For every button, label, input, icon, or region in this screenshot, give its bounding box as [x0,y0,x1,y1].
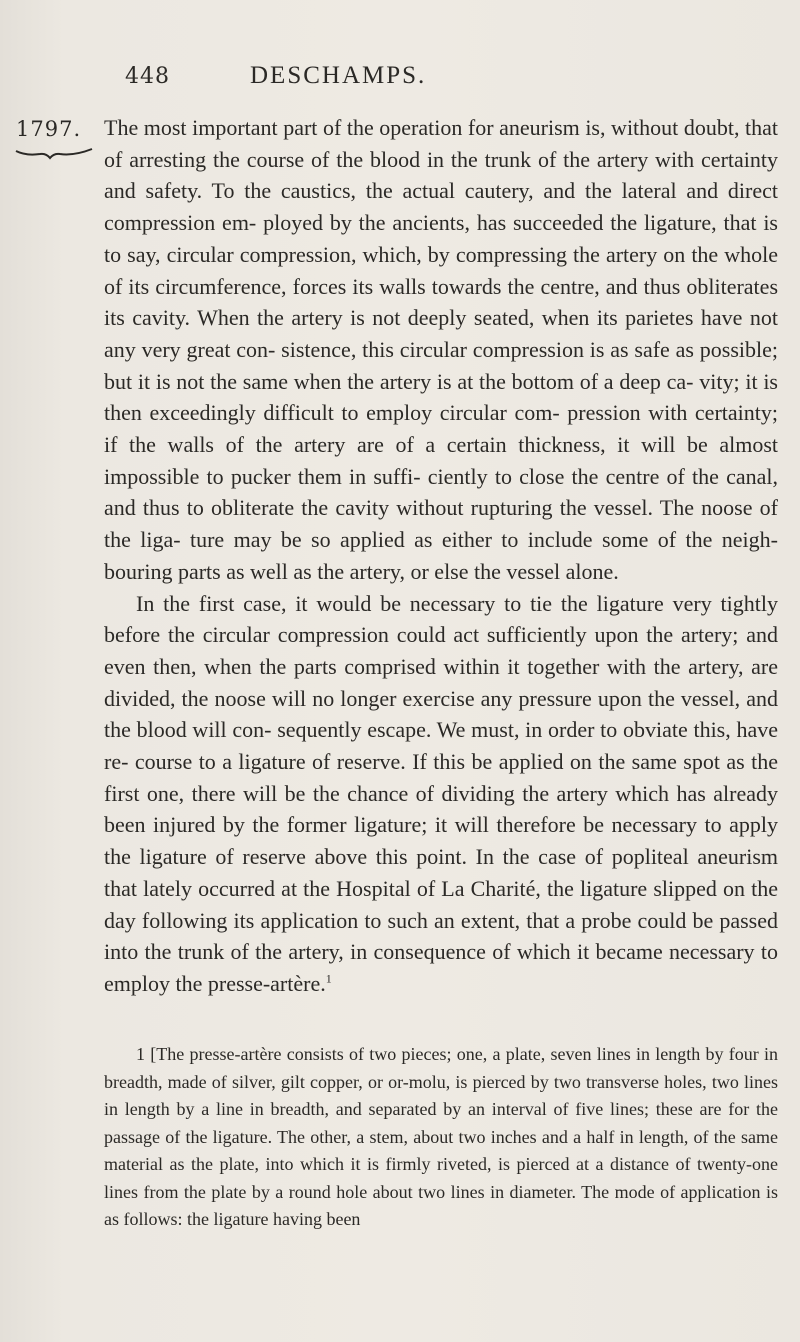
footnote-paragraph [104,1041,778,1234]
margin-year: 1797. [16,117,82,141]
page-number: 448 [125,64,170,89]
body-text [104,112,778,1000]
footnote-reference: 1 [325,971,332,986]
footnote-marker: 1 [136,1044,145,1064]
running-head [0,64,800,100]
paragraph-2-text: In the first case, it would be necessary to tie the ligature very tightly before the circular compression could act sufficiently upon the artery; and even then, when the parts comprised within it together with the artery, are divided, the noose will no longer exercise any pressure upon the vessel, and the blood will con- sequently escape. We must, in order to obviate this, have re- course to a ligature of reserve. If this be applied on the same spot as the first one, there will be the chance of dividing the artery which has already been injured by the former ligature; it will therefore be necessary to apply the ligature of reserve above this point. In the case of popliteal aneurism that lately occurred at the Hospital of La Charité, the ligature slipped on the day following its application to such an extent, that a probe could be passed into the trunk of the artery, in consequence of which it became necessary to employ the presse-artère. [104,590,778,996]
footnote [104,1041,778,1234]
footnote-text: [The presse-artère consists of two pieces; one, a plate, seven lines in length by four in breadth, made of silver, gilt copper, or or-molu, is pierced by two transverse holes, two lines in length by a line in breadth, and separated by an interval of five lines; these are for the passage of the ligature. The other, a stem, about two inches and a half in length, of the same material as the plate, into which it is firmly riveted, is pierced at a distance of twenty-one lines from the plate by a round hole about two lines in diameter. The mode of application is as follows: the ligature having been [104,1044,778,1229]
paragraph-1: The most important part of the operation for aneurism is, without doubt, that of arresting the course of the blood in the trunk of the artery with certainty and safety. To the caustics, the actual cautery, and the lateral and direct compression em- ployed by the ancients, has succeeded the ligature, that is to say, circular compression, which, by compressing the artery on the whole of its circumference, forces its walls towards the centre, and thus obliterates its cavity. When the artery is not deeply seated, when its parietes have not any very great con- sistence, this circular compression is as safe as possible; but it is not the same when the artery is at the bottom of a deep ca- vity; it is then exceedingly difficult to employ circular com- pression with certainty; if the walls of the artery are of a certain thickness, it will be almost impossible to pucker them in suffi- ciently to close the centre of the canal, and thus to obliterate the cavity without rupturing the vessel. The noose of the liga- ture may be so applied as either to include some of the neigh- bouring parts as well as the artery, or else the vessel alone. [104,115,778,584]
margin-brace-mark [14,145,94,161]
running-title: DESCHAMPS. [250,62,427,89]
paragraph-2 [104,588,778,1000]
